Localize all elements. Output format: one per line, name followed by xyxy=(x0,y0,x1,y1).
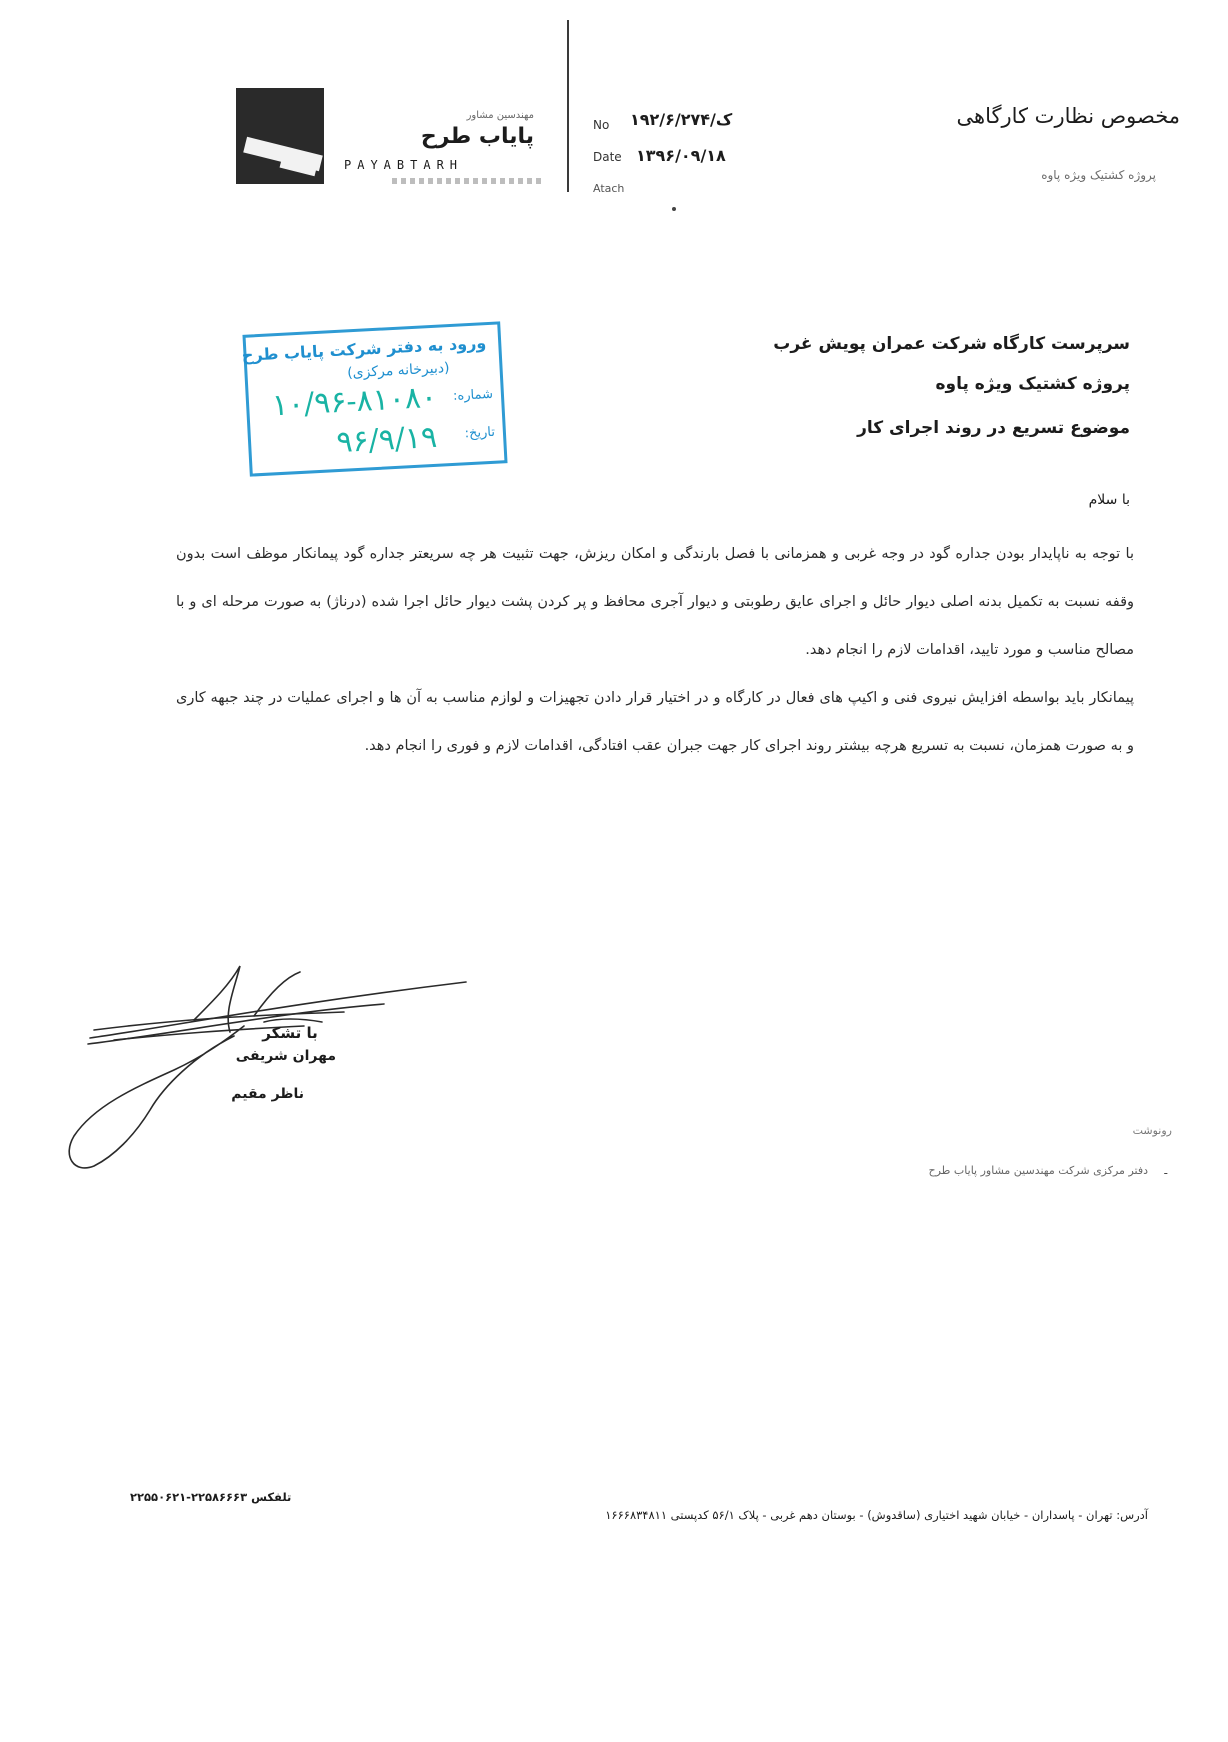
stamp-date-value: ۹۶/۹/۱۹ xyxy=(335,419,439,461)
stamp-title: ورود به دفتر شرکت پایاب طرح xyxy=(241,333,487,365)
company-name-en: PAYABTARH xyxy=(344,158,464,172)
letter-number-value: ۱۹۲/۶/ک/۲۷۴ xyxy=(630,110,733,129)
letter-number-label: No xyxy=(593,118,610,132)
company-logo xyxy=(236,88,324,184)
attachment-label: Atach xyxy=(593,182,625,195)
body-paragraph-1: با توجه به ناپایدار بودن جداره گود در وجه غربی و همزمانی با فصل بارندگی و امکان ریزش، جهت تثبیت هر چه سریعتر جداره گود پیمانکار موظف است بدون وقفه نسبت به تکمیل بدنه اصلی دیوار حائل و اجرای عایق رطوبتی و دیوار آجری محافظ و پر کردن پشت دیوار حائل اجرا شده (درناژ) به صورت مرحله ای و با مصالح مناسب و مورد تایید، اقدامات لازم را انجام دهد. xyxy=(176,546,1134,658)
footer-fax: تلفکس ۲۲۵۸۶۶۶۳-۲۲۵۵۰۶۲۱ xyxy=(130,1490,292,1504)
project-line: پروژه کشتیک ویژه پاوه xyxy=(935,374,1130,394)
company-tagline: مهندسین مشاور xyxy=(466,110,534,121)
stamp-date-label: تاریخ: xyxy=(464,424,496,442)
body-paragraph-2: پیمانکار باید بواسطه افزایش نیروی فنی و اکیپ های فعال در کارگاه و در اختیار قرار دادن تجهیزات و لوازم مناسب به آن ها و اجرای عملیات در چند جبهه کاری و به صورت همزمان، نسبت به تسریع هرچه بیشتر روند اجرای کار جهت جبران عقب افتادگی، اقدامات لازم و فوری را انجام دهد. xyxy=(176,690,1134,754)
company-name-fa: پایاب طرح xyxy=(420,124,534,149)
receipt-stamp xyxy=(242,321,507,476)
cc-bullet-icon: - xyxy=(1163,1166,1168,1180)
stamp-subtitle: (دبیرخانه مرکزی) xyxy=(346,360,450,382)
footer-address: آدرس: تهران - پاسداران - خیابان شهید اختیاری (ساقدوش) - بوستان دهم غربی - پلاک ۵۶/۱ کدپستی ۱۶۶۶۸۳۴۸۱۱ xyxy=(605,1508,1148,1522)
signer-title: ناظر مقیم xyxy=(231,1086,304,1102)
signer-name: مهران شریفی xyxy=(235,1048,336,1064)
recipient-line: سرپرست کارگاه شرکت عمران پویش غرب xyxy=(773,334,1130,354)
cc-label: رونوشت xyxy=(1132,1124,1172,1137)
stamp-number-value: ۱۰/۹۶-۸۱۰۸۰ xyxy=(271,379,438,424)
subject-line: موضوع تسریع در روند اجرای کار xyxy=(857,418,1130,438)
ink-dot xyxy=(672,207,676,211)
confidential-label: مخصوص نظارت کارگاهی xyxy=(956,104,1180,128)
cc-item: دفتر مرکزی شرکت مهندسین مشاور پایاب طرح xyxy=(928,1164,1148,1177)
header-divider xyxy=(567,20,569,192)
letter-date-label: Date xyxy=(593,150,622,164)
letter-body xyxy=(176,530,1134,770)
project-header: پروژه کشتیک ویژه پاوه xyxy=(1041,168,1156,182)
company-subline xyxy=(392,178,542,184)
letter-date-value: ۱۳۹۶/۰۹/۱۸ xyxy=(636,146,726,165)
stamp-number-label: شماره: xyxy=(452,386,494,404)
handwritten-signature xyxy=(54,960,474,1180)
signature-closing: با تشکر xyxy=(262,1024,318,1042)
greeting: با سلام xyxy=(1088,492,1130,508)
